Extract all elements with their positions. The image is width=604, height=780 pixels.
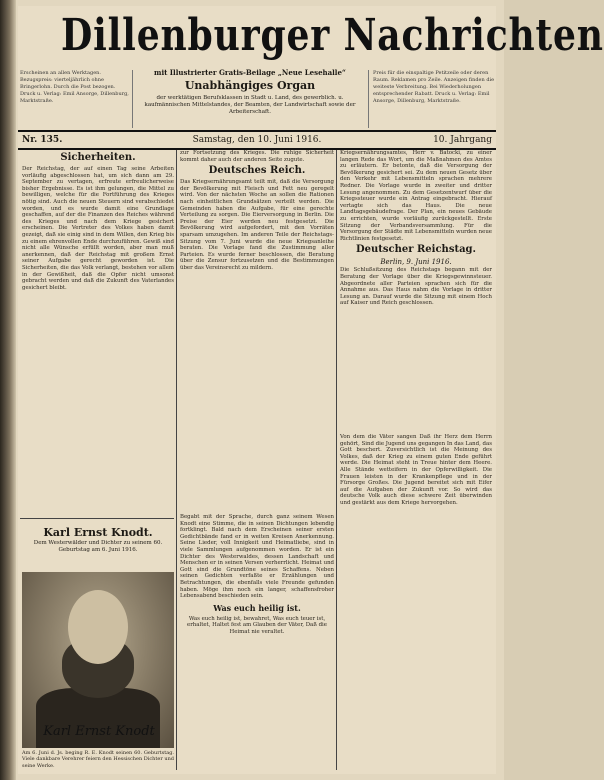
organ-title: Unabhängiges Organ	[184, 79, 316, 92]
dateline-bar	[18, 130, 496, 150]
masthead-title: Dillenburger Nachrichten	[61, 10, 604, 61]
article-text-reichstag: Die Schlußsitzung des Reichstags begann mit der Beratung der Vorlage über die Kriegsgewinnsteuer. Abgeordnete aller Parteien sprachen sich für die Annahme aus. Das Haus nahm die Vorlage in dritter Lesung an. Darauf wurde die Sitzung mit einem Hoch auf Kaiser und Reich geschlossen.	[340, 267, 492, 307]
knodt-note: Dem Westerwälder und Dichter zu seinem 60. Geburtstag am 6. Juni 1916.	[33, 540, 163, 553]
article-text-continued: zur Fortsetzung des Krieges. Die ruhige Sicherheit kommt daher auch der anderen Seite zugute.	[180, 150, 334, 163]
article-heading-sicherheiten: Sicherheiten.	[60, 152, 136, 163]
column-rule	[336, 150, 337, 770]
binding-spine	[0, 0, 16, 780]
portrait-face	[68, 590, 128, 664]
beilage-line: mit Illustrierter Gratis-Beilage „Neue Lesehalle“	[154, 68, 346, 77]
knodt-caption: Am 6. Juni d. Js. beging R. E. Knodt seinen 60. Geburtstag. Viele dankbare Verehrer feiern den Hessischen Dichter und seine Werke.	[22, 750, 174, 769]
column-rule	[176, 150, 177, 770]
column-2-lower	[180, 514, 334, 770]
article-dateline-reichstag: Berlin, 9. Juni 1916.	[380, 258, 452, 267]
article-text-heimat: Von dem die Väter sangen Daß ihr Herz dem Herrn gehört, Sind die Jugend uns gegangen In das Land, das Gott beschert. Zuversichtlich ist die Meinung des Volkes, daß der Krieg zu einem guten Ende geführt werde. Die Heimat steht in Treue hinter dem Heere. Alle Stände wetteifern in der Opferwilligkeit. Die Frauen leisten in der Krankenpflege und in der Fürsorge Großes. Die Jugend bereitet sich mit Eifer auf die Aufgaben der Zukunft vor. So wird das deutsche Volk auch diese schwere Zeit überwinden und gestärkt aus dem Kriege hervorgehen.	[340, 434, 492, 506]
knodt-header	[22, 526, 174, 554]
column-1	[22, 150, 174, 516]
article-heading-reichstag: Deutscher Reichstag.	[355, 244, 477, 256]
issue-year: 10. Jahrgang	[433, 135, 492, 145]
newspaper-sheet	[18, 6, 604, 774]
knodt-signature: Karl Ernst Knodt	[43, 724, 155, 739]
column-2	[180, 150, 334, 510]
column-3-lower	[340, 434, 492, 770]
issue-date: Samstag, den 10. Juni 1916.	[192, 135, 322, 145]
article-text-reichstag-intro: Kriegsernährungsamtes, Herr v. Batocki, zu einer langen Rede das Wort, um die Maßnahmen des Amtes zu erläutern. Er betonte, daß die Versorgung der Bevölkerung gesichert sei. Zu dem neuen Gesetz über den Verkehr mit Lebensmitteln sprachen mehrere Redner. Die Vorlage wurde in zweiter und dritter Lesung angenommen. Zu dem Gesetzentwurf über die Kriegssteuer wurde ein Antrag eingebracht. Hierauf vertagte sich das Haus. Die neue Landtagsgebäudefrage. Der Plan, ein neues Gebäude zu errichten, wurde vorläufig zurückgestellt. Erste Sitzung der Verbandsversammlung. Für die Versorgung der Städte mit Lebensmitteln wurden neue Richtlinien festgesetzt.	[340, 150, 492, 242]
poem-title: Was euch heilig ist.	[213, 602, 301, 613]
knodt-name: Karl Ernst Knodt.	[43, 526, 153, 539]
header-ad-left: Erscheinen an allen Werktagen. Bezugspreis: vierteljährlich ohne Bringerlohn. Durch die Post bezogen. Druck u. Verlag: Emil Ansorge, Dillenburg, Marktstraße.	[20, 70, 133, 128]
header-ad-right: Preis für die einspaltige Petitzeile oder deren Raum. Reklamen pro Zeile. Anzeigen finden die weiteste Verbreitung. Bei Wiederholungen entsprechender Rabatt. Druck u. Verlag: Emil Ansorge, Dillenburg, Marktstraße.	[368, 70, 497, 128]
article-heading-deutsches-reich: Deutsches Reich.	[208, 165, 306, 177]
portrait-image	[22, 572, 174, 748]
section-rule	[20, 518, 174, 519]
organ-description: der werktätigen Berufsklassen in Stadt u. Land, des gewerblich. u. kaufmännischen Mittelstandes, der Beamten, der Landwirtschaft sowie der Arbeiterschaft.	[144, 95, 356, 115]
column-3	[340, 150, 492, 430]
masthead	[18, 6, 604, 68]
article-text-knodt: Begabt mit der Sprache, durch ganz seinem Wesen Knodt eine Stimme, die in seinen Dichtungen lebendig fortklingt. Bald nach dem Erscheinen seiner ersten Gedichtbände fand er in weiten Kreisen Anerkennung. Seine Lieder, voll Innigkeit und Heimatliebe, sind in viele Sammlungen aufgenommen worden. Er ist ein Dichter des Westerwaldes, dessen Landschaft und Menschen er in seinen Versen verherrlicht. Heimat und Gott sind die Grundtöne seines Schaffens. Neben seinen Gedichten verfaßte er Erzählungen und Betrachtungen, die ebenfalls viele Freunde gefunden haben. Möge ihm noch ein langer, schaffensfroher Lebensabend beschieden sein.	[180, 514, 334, 600]
article-text-deutsches-reich: Das Kriegsernährungsamt teilt mit, daß die Versorgung der Bevölkerung mit Fleisch und Fett neu geregelt wird. Von der nächsten Woche an sollen die Rationen nach einheitlichen Grundsätzen verteilt werden. Die Gemeinden haben die Aufgabe, für eine gerechte Verteilung zu sorgen. Die Eierversorgung in Berlin. Die Preise der Eier werden neu festgesetzt. Die Bevölkerung wird aufgefordert, mit den Vorräten sparsam umzugehen. Im anderen Teile der Reichstags-Sitzung vom 7. Juni wurde die neue Kriegsanleihe beraten. Die Vorlage fand die Zustimmung aller Parteien. Es wurde ferner beschlossen, die Beratung über die Zensur fortzusetzen und die Bestimmungen über das Vereinsrecht zu mildern.	[180, 179, 334, 271]
header-center	[136, 69, 364, 116]
article-text-sicherheiten: Der Reichstag, der auf einen Tag seine Arbeiten vorläufig abgeschlossen hat, um sich dann am 29. September zu vertagen, erfreute erfreulicherweise bisher Ergebnisse. Es ist ihm gelungen, die Mittel zu bewilligen, welche für die Fortführung des Krieges nötig sind. Auch die neuen Steuern sind verabschiedet worden, und es wurde damit eine Grundlage geschaffen, auf der die Finanzen des Reiches während des Krieges und nach dem Kriege gesichert erscheinen. Die Vertreter des Volkes haben damit gezeigt, daß sie einig sind in dem Willen, den Krieg bis zu einem ehrenvollen Ende durchzuführen. Gewiß sind nicht alle Wünsche erfüllt worden, aber man muß anerkennen, daß der Reichstag mit großem Ernst seiner Aufgabe gerecht geworden ist. Die Sicherheiten, die das Volk verlangt, bestehen vor allem in der Gewißheit, daß die Opfer nicht umsonst gebracht werden und daß die Zukunft des Vaterlandes gesichert bleibt.	[22, 166, 174, 291]
poem-text: Was euch heilig ist, bewahret, Was euch teuer ist, erhaltet, Haltet fest am Glauben der Väter, Daß die Heimat nie veraltet.	[187, 615, 327, 635]
issue-number: Nr. 135.	[22, 135, 63, 145]
